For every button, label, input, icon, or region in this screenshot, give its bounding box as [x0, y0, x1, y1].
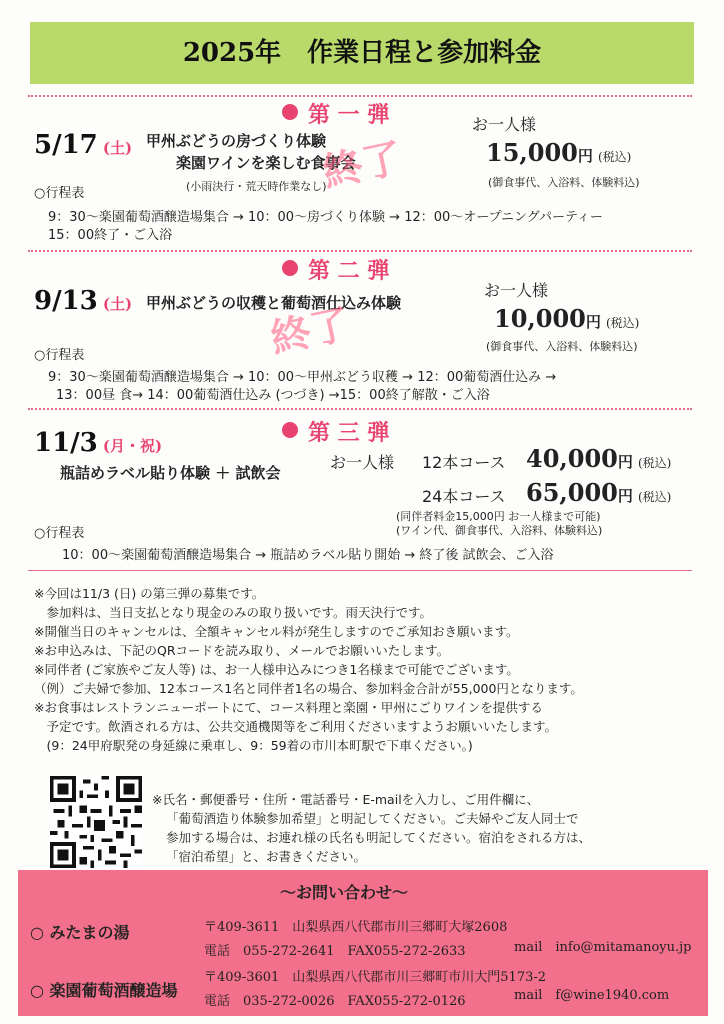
phase1-price: 15,000円 (税込)	[486, 138, 632, 167]
phase3-fee-label: お一人様	[330, 453, 395, 472]
phase2-includes: (御食事代、入浴料、体験料込)	[486, 340, 638, 353]
note-line: (9：24甲府駅発の身延線に乗車し、9：59着の市川本町駅で下車ください。)	[34, 738, 473, 753]
phase1-includes: (御食事代、入浴料、体験料込)	[488, 176, 640, 189]
phase1-label: 第 一 弾	[282, 98, 389, 129]
org1-address: 〒409-3611 山梨県西八代郡市川三郷町大塚2608	[204, 920, 508, 935]
contact-panel	[18, 870, 708, 1016]
note-line: ※開催当日のキャンセルは、全額キャンセル料が発生しますのでご承知おき願います。	[34, 624, 519, 639]
phase3-course24: 24本コース	[422, 487, 506, 506]
page-title: 2025年 作業日程と参加料金	[30, 22, 694, 84]
phase2-fee-label: お一人様	[484, 281, 549, 300]
phase2-schedule-line1: 9：30～楽園葡萄酒醸造場集合 → 10：00～甲州ぶどう収穫 → 12：00葡萄酒仕込み →	[48, 370, 557, 385]
notes-block	[34, 584, 583, 755]
phase3-companion-note: (同伴者料金15,000円 お一人様まで可能)	[396, 510, 601, 523]
apply-instructions	[152, 790, 591, 866]
note-line: ※同伴者 (ご家族やご友人等) は、お一人様申込みにつき1名様まで可能でございます。	[34, 662, 519, 677]
org1-mail[interactable]: mail info@mitamanoyu.jp	[514, 940, 692, 955]
org2-address: 〒409-3601 山梨県西八代郡市川三郷町市川大門5173-2	[204, 970, 547, 985]
completed-stamp: 終了	[266, 300, 355, 363]
divider	[28, 408, 692, 410]
phase3-schedule-label: ○行程表	[34, 526, 85, 541]
divider	[28, 570, 692, 571]
phase3-course12: 12本コース	[422, 453, 506, 472]
phase1-fee-label: お一人様	[472, 115, 537, 134]
phase1-date: 5/17 (土)	[34, 130, 133, 160]
phase1-title: 甲州ぶどうの房づくり体験	[146, 132, 327, 150]
phase3-title: 瓶詰めラベル貼り体験 ＋ 試飲会	[60, 464, 281, 482]
note-line: ※お申込みは、下記のQRコードを読み取り、メールでお願いいたします。	[34, 643, 450, 658]
apply-line: ※氏名・郵便番号・住所・電話番号・E-mailを入力し、ご用件欄に、	[152, 792, 540, 807]
phase1-subtitle: 楽園ワインを楽しむ食事会	[176, 154, 356, 172]
phase3-date: 11/3 (月・祝)	[34, 428, 163, 458]
apply-line: 参加する場合は、お連れ様の氏名も明記してください。宿泊をされる方は、	[166, 830, 592, 845]
phase2-date: 9/13 (土)	[34, 286, 133, 316]
org1-name: ○ みたまの湯	[30, 923, 130, 942]
phase2-title: 甲州ぶどうの収穫と葡萄酒仕込み体験	[146, 294, 402, 312]
org1-phone: 電話 055-272-2641 FAX055-272-2633	[204, 944, 466, 959]
org2-name: ○ 楽園葡萄酒醸造場	[30, 981, 178, 1000]
phase3-schedule-line1: 10：00～楽園葡萄酒醸造場集合 → 瓶詰めラベル貼り開始 → 終了後 試飲会、ご入浴	[62, 548, 554, 563]
phase3-includes: (ワイン代、御食事代、入浴料、体験料込)	[396, 524, 603, 537]
note-line: 予定です。飲酒される方は、公共交通機関等をご利用くださいますようお願いいたします。	[34, 719, 558, 734]
divider	[28, 250, 692, 252]
phase1-schedule-label: ○行程表	[34, 186, 85, 201]
contact-heading: ～お問い合わせ～	[280, 883, 409, 902]
note-line: ※お食事はレストランニューポートにて、コース料理と楽園・甲州にごりワインを提供する	[34, 700, 543, 715]
note-line: 参加料は、当日支払となり現金のみの取り扱いです。雨天決行です。	[34, 605, 433, 620]
completed-stamp: 終了	[318, 134, 407, 197]
org2-mail[interactable]: mail f@wine1940.com	[514, 988, 670, 1003]
note-line: ※今回は11/3 (日) の第三弾の募集です。	[34, 586, 265, 601]
phase2-schedule-label: ○行程表	[34, 348, 85, 363]
phase1-schedule-line1: 9：30～楽園葡萄酒醸造場集合 → 10：00～房づくり体験 → 12：00～オープニングパーティー	[48, 210, 603, 225]
qr-code-icon[interactable]	[50, 776, 142, 868]
phase2-price: 10,000円 (税込)	[494, 304, 640, 333]
phase1-schedule-line2: 15：00終了・ご入浴	[48, 228, 173, 243]
circle-bullet-icon	[282, 104, 298, 120]
org2-phone: 電話 035-272-0026 FAX055-272-0126	[204, 994, 466, 1009]
phase1-note: (小雨決行・荒天時作業なし)	[186, 180, 327, 193]
phase2-schedule-line2: 13：00昼 食→ 14：00葡萄酒仕込み (つづき) →15：00終了解散・ご入浴	[56, 388, 490, 403]
phase3-price24: 65,000円 (税込)	[526, 478, 672, 507]
circle-bullet-icon	[282, 422, 298, 438]
phase2-label: 第 二 弾	[282, 254, 389, 285]
apply-line: 「宿泊希望」と、お書きください。	[166, 849, 367, 864]
apply-line: 「葡萄酒造り体験参加希望」と明記してください。ご夫婦やご友人同士で	[166, 811, 579, 826]
phase3-label: 第 三 弾	[282, 416, 389, 447]
phase3-price12: 40,000円 (税込)	[526, 444, 672, 473]
divider	[28, 95, 692, 97]
circle-bullet-icon	[282, 260, 298, 276]
note-line: （例）ご夫婦で参加、12本コース1名と同伴者1名の場合、参加料金合計が55,000円となります。	[34, 681, 583, 696]
